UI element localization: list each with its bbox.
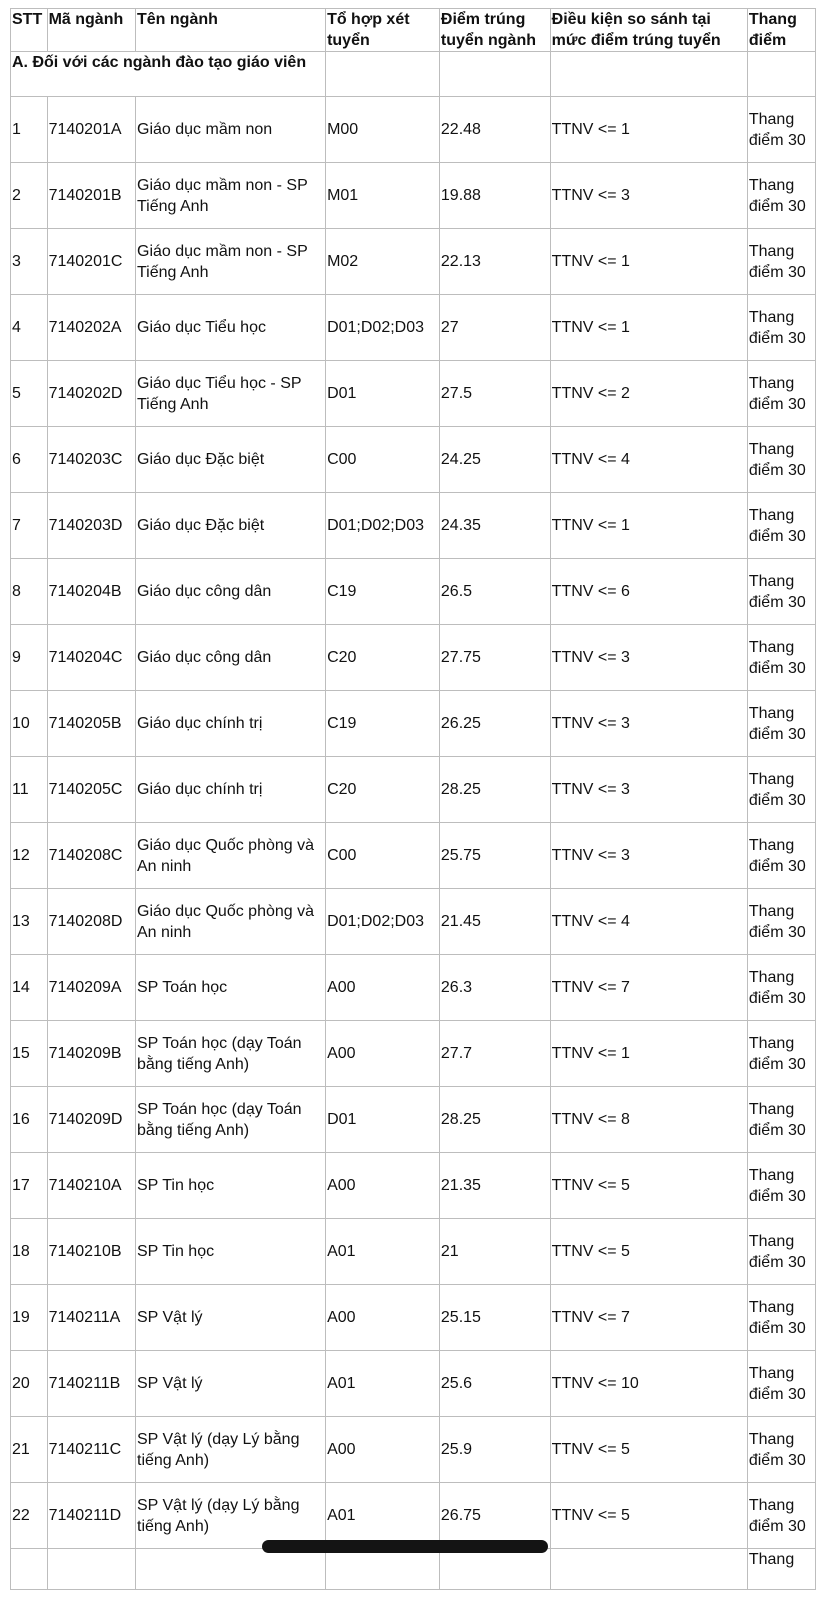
cell-scale: Thang điểm 30 [747,559,815,625]
empty-cell [11,1549,48,1590]
cell-condition: TTNV <= 6 [550,559,747,625]
empty-cell [136,1549,326,1590]
table-row [11,229,816,295]
cell-name: Giáo dục Đặc biệt [136,493,326,559]
cell-name: SP Toán học (dạy Toán bằng tiếng Anh) [136,1021,326,1087]
cell-name: Giáo dục chính trị [136,691,326,757]
cell-name: Giáo dục công dân [136,559,326,625]
cell-code: 7140211C [47,1417,135,1483]
header-code: Mã ngành [47,9,135,52]
cell-stt: 7 [11,493,48,559]
table-row [11,1087,816,1153]
cell-scale: Thang điểm 30 [747,97,815,163]
cell-code: 7140211D [47,1483,135,1549]
cell-condition: TTNV <= 7 [550,955,747,1021]
cell-combo: C20 [326,625,440,691]
cell-stt: 8 [11,559,48,625]
cell-scale: Thang điểm 30 [747,163,815,229]
cell-scale: Thang điểm 30 [747,427,815,493]
cell-scale: Thang điểm 30 [747,1351,815,1417]
cell-name: SP Toán học [136,955,326,1021]
cell-stt: 2 [11,163,48,229]
table-row [11,163,816,229]
cell-stt: 4 [11,295,48,361]
table-row [11,757,816,823]
cell-score: 27 [439,295,550,361]
cell-code: 7140209D [47,1087,135,1153]
cell-condition: TTNV <= 5 [550,1219,747,1285]
table-row [11,1483,816,1549]
cell-code: 7140211A [47,1285,135,1351]
cell-score: 27.7 [439,1021,550,1087]
table-row [11,97,816,163]
section-title: A. Đối với các ngành đào tạo giáo viên [11,52,326,97]
cell-combo: C20 [326,757,440,823]
cell-scale: Thang điểm 30 [747,361,815,427]
cell-combo: A00 [326,1417,440,1483]
cell-scale: Thang điểm 30 [747,1153,815,1219]
cell-score: 26.75 [439,1483,550,1549]
table-row [11,1021,816,1087]
cell-name: Giáo dục Đặc biệt [136,427,326,493]
cell-code: 7140209A [47,955,135,1021]
cell-combo: D01 [326,361,440,427]
cell-combo: A01 [326,1351,440,1417]
cell-condition: TTNV <= 10 [550,1351,747,1417]
header-condition: Điều kiện so sánh tại mức điểm trúng tuyển [550,9,747,52]
cell-stt: 3 [11,229,48,295]
cell-score: 21 [439,1219,550,1285]
cell-score: 22.13 [439,229,550,295]
cell-name: Giáo dục chính trị [136,757,326,823]
section-empty-cell [550,52,747,97]
cell-condition: TTNV <= 1 [550,1021,747,1087]
table-row [11,295,816,361]
cell-stt: 16 [11,1087,48,1153]
cell-name: SP Vật lý (dạy Lý bằng tiếng Anh) [136,1417,326,1483]
cell-stt: 5 [11,361,48,427]
cell-code: 7140204B [47,559,135,625]
cell-scale: Thang điểm 30 [747,1483,815,1549]
cell-scale: Thang điểm 30 [747,1285,815,1351]
cell-condition: TTNV <= 3 [550,691,747,757]
section-empty-cell [439,52,550,97]
cell-scale: Thang điểm 30 [747,691,815,757]
cell-condition: TTNV <= 1 [550,97,747,163]
cell-combo: M01 [326,163,440,229]
cell-stt: 11 [11,757,48,823]
cell-scale: Thang điểm 30 [747,295,815,361]
cell-combo: C19 [326,559,440,625]
table-row [11,1219,816,1285]
cell-stt: 15 [11,1021,48,1087]
cell-condition: TTNV <= 8 [550,1087,747,1153]
cell-code: 7140205C [47,757,135,823]
table-row [11,955,816,1021]
empty-cell [439,1549,550,1590]
home-indicator [262,1540,548,1553]
cell-name: SP Tin học [136,1219,326,1285]
cell-combo: M02 [326,229,440,295]
cell-scale: Thang điểm 30 [747,1417,815,1483]
header-combo: Tổ hợp xét tuyển [326,9,440,52]
cell-combo: D01 [326,1087,440,1153]
cell-stt: 6 [11,427,48,493]
header-stt: STT [11,9,48,52]
empty-cell [550,1549,747,1590]
cell-code: 7140208C [47,823,135,889]
admission-score-table [10,8,816,1590]
cell-scale: Thang điểm 30 [747,625,815,691]
cell-name: Giáo dục Tiểu học - SP Tiếng Anh [136,361,326,427]
cell-name: SP Vật lý (dạy Lý bằng tiếng Anh) [136,1483,326,1549]
cell-scale: Thang điểm 30 [747,493,815,559]
table-row [11,559,816,625]
cell-code: 7140203D [47,493,135,559]
cell-scale: Thang điểm 30 [747,229,815,295]
cell-score: 25.75 [439,823,550,889]
cell-score: 27.5 [439,361,550,427]
cell-combo: A01 [326,1219,440,1285]
cell-name: Giáo dục mầm non [136,97,326,163]
cell-scale: Thang điểm 30 [747,889,815,955]
table-body [11,52,816,1590]
cell-scale: Thang điểm 30 [747,1219,815,1285]
section-row [11,52,816,97]
cell-combo: D01;D02;D03 [326,493,440,559]
table-row [11,1153,816,1219]
cell-code: 7140209B [47,1021,135,1087]
cell-score: 26.3 [439,955,550,1021]
cell-code: 7140204C [47,625,135,691]
table-row-partial [11,1549,816,1590]
cell-stt: 18 [11,1219,48,1285]
cell-name: Giáo dục Tiểu học [136,295,326,361]
cell-name: SP Vật lý [136,1285,326,1351]
cell-combo: A00 [326,955,440,1021]
cell-code: 7140205B [47,691,135,757]
table-row [11,1417,816,1483]
cell-stt: 21 [11,1417,48,1483]
table-row [11,1285,816,1351]
cell-condition: TTNV <= 5 [550,1417,747,1483]
cell-code: 7140210A [47,1153,135,1219]
header-row [11,9,816,52]
cell-combo: A00 [326,1285,440,1351]
cell-condition: TTNV <= 1 [550,229,747,295]
cell-code: 7140202D [47,361,135,427]
cell-name: Giáo dục mầm non - SP Tiếng Anh [136,229,326,295]
cell-score: 22.48 [439,97,550,163]
table-row [11,361,816,427]
cell-combo: M00 [326,97,440,163]
cell-condition: TTNV <= 5 [550,1483,747,1549]
table-row [11,823,816,889]
cell-combo: C00 [326,823,440,889]
table-row [11,493,816,559]
table-row [11,1351,816,1417]
cell-combo: A01 [326,1483,440,1549]
empty-cell [326,1549,440,1590]
cell-name: Giáo dục Quốc phòng và An ninh [136,823,326,889]
cell-combo: D01;D02;D03 [326,295,440,361]
cell-condition: TTNV <= 5 [550,1153,747,1219]
cell-name: SP Tin học [136,1153,326,1219]
cell-condition: TTNV <= 3 [550,163,747,229]
table-row [11,427,816,493]
cell-name: Giáo dục công dân [136,625,326,691]
section-empty-cell [326,52,440,97]
cell-name: Giáo dục mầm non - SP Tiếng Anh [136,163,326,229]
header-name: Tên ngành [136,9,326,52]
cell-stt: 1 [11,97,48,163]
cell-score: 21.45 [439,889,550,955]
cell-condition: TTNV <= 1 [550,295,747,361]
cell-stt: 14 [11,955,48,1021]
table-row [11,889,816,955]
cell-score: 26.25 [439,691,550,757]
header-score: Điểm trúng tuyển ngành [439,9,550,52]
cell-condition: TTNV <= 3 [550,823,747,889]
cell-code: 7140208D [47,889,135,955]
cell-code: 7140203C [47,427,135,493]
cell-code: 7140201C [47,229,135,295]
table-row [11,691,816,757]
cell-scale: Thang điểm 30 [747,955,815,1021]
cell-combo: D01;D02;D03 [326,889,440,955]
cell-stt: 9 [11,625,48,691]
cell-scale: Thang điểm 30 [747,823,815,889]
cell-stt: 10 [11,691,48,757]
cell-code: 7140201A [47,97,135,163]
cell-scale: Thang điểm 30 [747,1021,815,1087]
cell-condition: TTNV <= 1 [550,493,747,559]
header-scale: Thang điểm [747,9,815,52]
cell-name: SP Vật lý [136,1351,326,1417]
cell-code: 7140211B [47,1351,135,1417]
cell-combo: A00 [326,1021,440,1087]
cell-condition: TTNV <= 7 [550,1285,747,1351]
cell-stt: 12 [11,823,48,889]
cell-condition: TTNV <= 4 [550,889,747,955]
section-empty-cell [747,52,815,97]
cell-score: 24.25 [439,427,550,493]
cell-name: Giáo dục Quốc phòng và An ninh [136,889,326,955]
cell-score: 25.6 [439,1351,550,1417]
cell-stt: 19 [11,1285,48,1351]
cell-score: 25.9 [439,1417,550,1483]
cell-code: 7140202A [47,295,135,361]
cell-scale: Thang [747,1549,815,1590]
cell-score: 25.15 [439,1285,550,1351]
cell-score: 26.5 [439,559,550,625]
table-row [11,625,816,691]
cell-score: 24.35 [439,493,550,559]
cell-combo: C00 [326,427,440,493]
cell-score: 27.75 [439,625,550,691]
cell-score: 28.25 [439,757,550,823]
cell-score: 19.88 [439,163,550,229]
cell-score: 28.25 [439,1087,550,1153]
empty-cell [47,1549,135,1590]
cell-scale: Thang điểm 30 [747,1087,815,1153]
cell-scale: Thang điểm 30 [747,757,815,823]
cell-stt: 17 [11,1153,48,1219]
cell-condition: TTNV <= 2 [550,361,747,427]
cell-stt: 13 [11,889,48,955]
cell-score: 21.35 [439,1153,550,1219]
cell-condition: TTNV <= 4 [550,427,747,493]
cell-code: 7140201B [47,163,135,229]
cell-stt: 22 [11,1483,48,1549]
cell-combo: C19 [326,691,440,757]
cell-condition: TTNV <= 3 [550,625,747,691]
cell-condition: TTNV <= 3 [550,757,747,823]
cell-name: SP Toán học (dạy Toán bằng tiếng Anh) [136,1087,326,1153]
cell-code: 7140210B [47,1219,135,1285]
cell-combo: A00 [326,1153,440,1219]
cell-stt: 20 [11,1351,48,1417]
